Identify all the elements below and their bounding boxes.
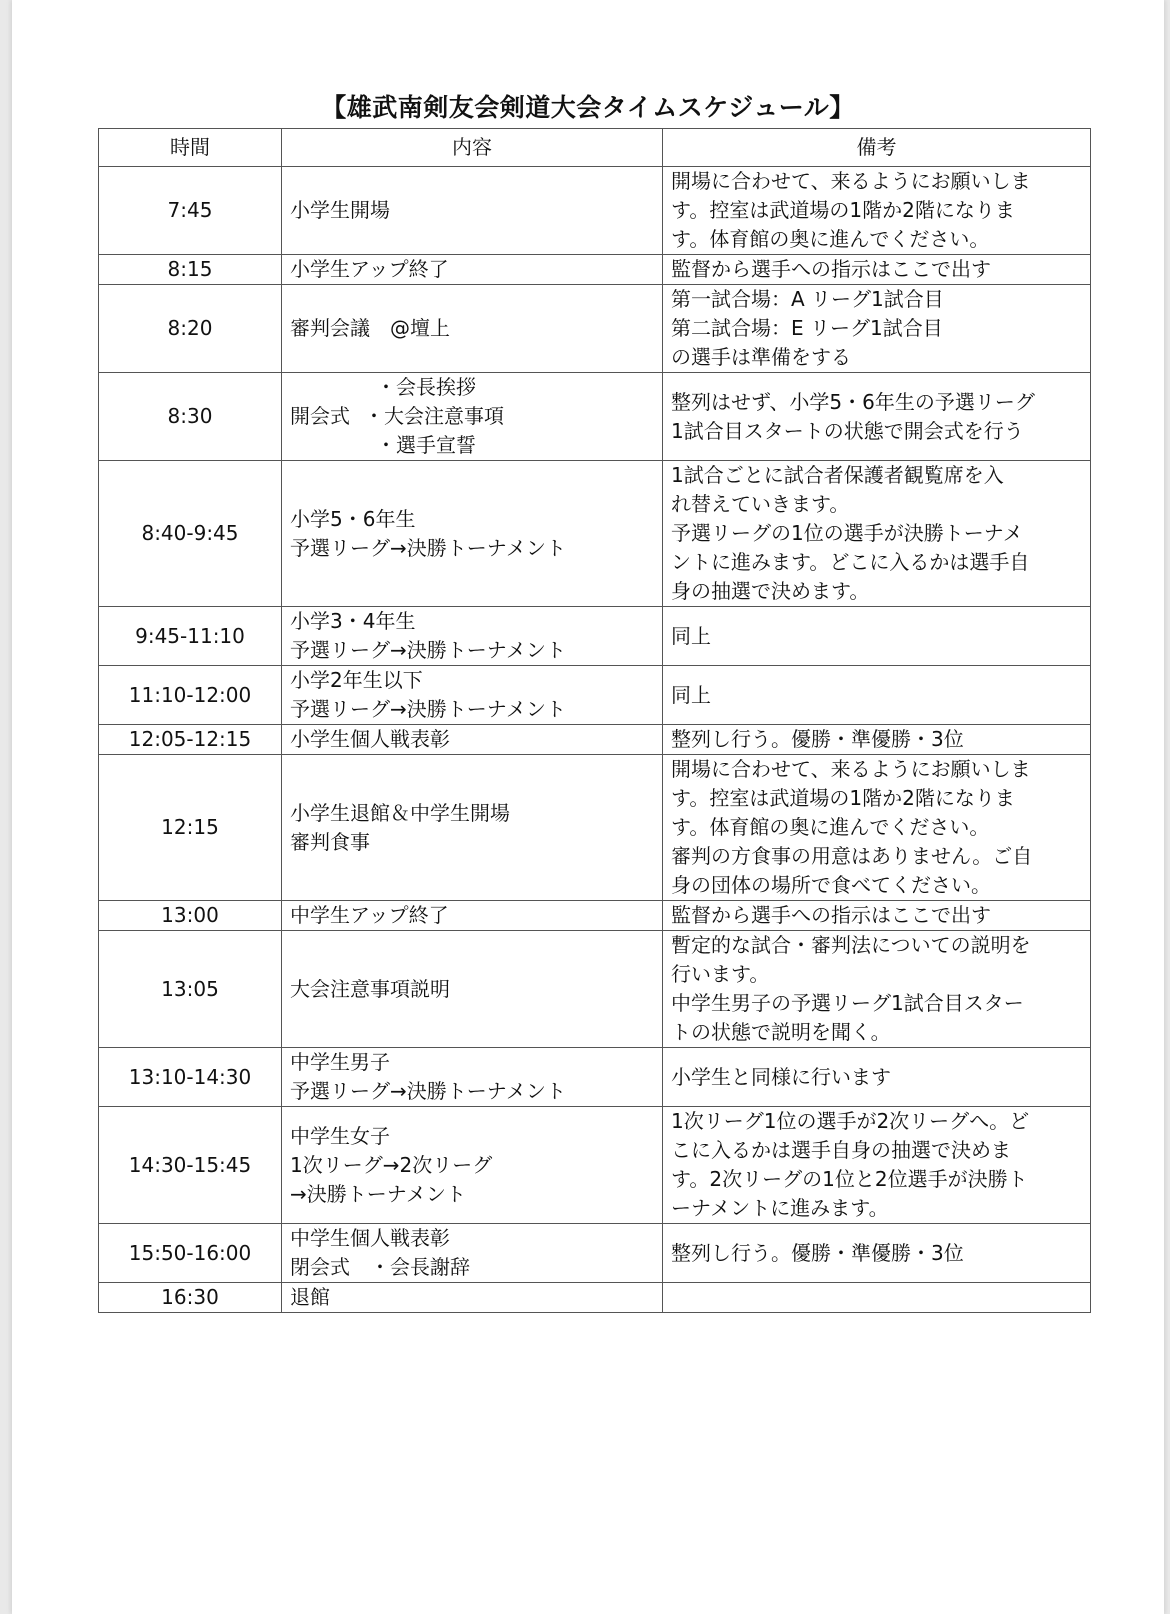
table-row (99, 1283, 1091, 1313)
row-content (282, 931, 663, 1048)
notes-line: トの状態で説明を聞く。 (671, 1020, 891, 1044)
content-line: 小学生退館＆中学生開場 (290, 800, 510, 825)
table-row (99, 901, 1091, 931)
row-notes (663, 1283, 1091, 1313)
content-line: 小学5・6年生 (290, 506, 416, 531)
row-time: 8:15 (99, 255, 282, 285)
row-notes (663, 167, 1091, 255)
content-line: 小学生アップ終了 (290, 257, 449, 281)
notes-line: 1試合目スタートの状態で開会式を行う (671, 418, 1024, 443)
content-line: 中学生個人戦表彰 (290, 1226, 450, 1250)
row-notes (663, 461, 1091, 607)
content-line: 予選リーグ→決勝トーナメント (290, 535, 566, 560)
notes-line: 1試合ごとに試合者保護者観覧席を入 (671, 463, 1004, 487)
content-line: 中学生アップ終了 (290, 903, 449, 927)
notes-line: の選手は準備をする (671, 345, 851, 369)
row-content (282, 725, 663, 755)
notes-line: す。控室は武道場の1階か2階になりま (671, 198, 1015, 222)
document-title: 【雄武南剣友会剣道大会タイムスケジュール】 (321, 93, 855, 122)
notes-line: ントに進みます。どこに入るかは選手自 (671, 550, 1030, 574)
content-line: 中学生女子 (290, 1123, 390, 1148)
table-row (99, 607, 1091, 666)
content-line: ・選手宣誓 (376, 433, 476, 457)
notes-line: れ替えていきます。 (671, 492, 850, 516)
notes-line: 暫定的な試合・審判法についての説明を (671, 933, 1031, 957)
notes-line: 中学生男子の予選リーグ1試合目スター (671, 991, 1024, 1015)
table-row (99, 666, 1091, 725)
notes-line: 整列し行う。優勝・準優勝・3位 (671, 727, 964, 751)
notes-line: 第二試合場：E リーグ1試合目 (671, 316, 943, 340)
row-content (282, 167, 663, 255)
row-notes (663, 1107, 1091, 1224)
row-notes (663, 607, 1091, 666)
content-line: 小学生個人戦表彰 (290, 727, 450, 751)
notes-line: 第一試合場：A リーグ1試合目 (671, 287, 944, 311)
row-content (282, 901, 663, 931)
table-row (99, 461, 1091, 607)
row-notes (663, 755, 1091, 901)
notes-line: 整列はせず、小学5・6年生の予選リーグ (671, 389, 1035, 414)
content-line: 退館 (290, 1285, 330, 1309)
notes-line: す。2次リーグの1位と2位選手が決勝ト (671, 1167, 1028, 1191)
schedule-body (99, 167, 1091, 1313)
row-time: 14:30-15:45 (99, 1107, 282, 1224)
content-line: 予選リーグ→決勝トーナメント (290, 638, 566, 662)
row-time: 8:40-9:45 (99, 461, 282, 607)
table-row (99, 931, 1091, 1048)
row-content (282, 255, 663, 285)
content-line: 予選リーグ→決勝トーナメント (290, 1079, 566, 1103)
row-time: 7:45 (99, 167, 282, 255)
notes-line: 監督から選手への指示はここで出す (671, 903, 991, 927)
row-time: 8:30 (99, 373, 282, 461)
notes-line: 開場に合わせて、来るようにお願いしま (671, 757, 1031, 781)
content-line: ・会長挨拶 (376, 375, 476, 399)
table-row (99, 255, 1091, 285)
row-time: 16:30 (99, 1283, 282, 1313)
header-time: 時間 (99, 129, 282, 167)
notes-line: 行います。 (671, 962, 770, 986)
content-line: 閉会式 ・会長謝辞 (290, 1255, 470, 1279)
notes-line: 審判の方食事の用意はありません。ご自 (671, 844, 1033, 868)
row-notes (663, 285, 1091, 373)
notes-line: ーナメントに進みます。 (671, 1196, 889, 1220)
table-row (99, 1224, 1091, 1283)
content-line: 小学2年生以下 (290, 668, 423, 692)
row-time: 12:05-12:15 (99, 725, 282, 755)
row-content (282, 1107, 663, 1224)
notes-line: 身の団体の場所で食べてください。 (671, 873, 991, 897)
table-row (99, 167, 1091, 255)
table-row (99, 755, 1091, 901)
content-line: 1次リーグ→2次リーグ (290, 1152, 493, 1177)
row-content (282, 285, 663, 373)
row-notes (663, 373, 1091, 461)
row-content (282, 1283, 663, 1313)
row-time: 8:20 (99, 285, 282, 373)
content-main-label: 開会式 (290, 404, 350, 428)
notes-line: 小学生と同様に行います (671, 1064, 891, 1089)
table-row (99, 285, 1091, 373)
content-line: 小学生開場 (290, 198, 390, 222)
row-notes (663, 931, 1091, 1048)
row-notes (663, 901, 1091, 931)
table-row (99, 373, 1091, 461)
row-content (282, 607, 663, 666)
notes-line: 同上 (671, 623, 711, 648)
schedule-table (98, 128, 1091, 1313)
row-content (282, 666, 663, 725)
row-notes (663, 1224, 1091, 1283)
notes-line: こに入るかは選手自身の抽選で決めま (671, 1138, 1011, 1162)
table-row (99, 1107, 1091, 1224)
content-sub-item: ・大会注意事項 (364, 404, 504, 428)
row-time: 13:10-14:30 (99, 1048, 282, 1107)
row-content (282, 461, 663, 607)
row-content (282, 373, 663, 461)
row-time: 13:00 (99, 901, 282, 931)
row-content (282, 755, 663, 901)
content-line: 大会注意事項説明 (290, 976, 450, 1001)
header-content: 内容 (282, 129, 663, 167)
header-notes: 備考 (663, 129, 1091, 167)
content-line: 中学生男子 (290, 1050, 390, 1074)
notes-line: 身の抽選で決めます。 (671, 579, 870, 603)
notes-line: 整列し行う。優勝・準優勝・3位 (671, 1240, 964, 1265)
content-line: 審判食事 (290, 829, 370, 854)
row-content (282, 1048, 663, 1107)
table-row (99, 1048, 1091, 1107)
row-time: 12:15 (99, 755, 282, 901)
notes-line: 予選リーグの1位の選手が決勝トーナメ (671, 521, 1023, 545)
notes-line: 開場に合わせて、来るようにお願いしま (671, 169, 1031, 193)
notes-line: す。体育館の奥に進んでください。 (671, 815, 990, 839)
content-line: 小学3・4年生 (290, 609, 416, 633)
row-time: 11:10-12:00 (99, 666, 282, 725)
content-line (290, 402, 654, 431)
notes-line: 1次リーグ1位の選手が2次リーグへ。ど (671, 1109, 1030, 1133)
row-notes (663, 1048, 1091, 1107)
notes-line: す。体育館の奥に進んでください。 (671, 227, 990, 251)
row-notes (663, 666, 1091, 725)
content-line: 審判会議 @壇上 (290, 316, 450, 340)
notes-line: 同上 (671, 682, 711, 707)
document-page (12, 0, 1164, 1614)
content-line: →決勝トーナメント (290, 1181, 466, 1206)
row-notes (663, 255, 1091, 285)
row-notes (663, 725, 1091, 755)
row-time: 15:50-16:00 (99, 1224, 282, 1283)
row-time: 13:05 (99, 931, 282, 1048)
table-row (99, 725, 1091, 755)
content-line: 予選リーグ→決勝トーナメント (290, 697, 566, 721)
row-time: 9:45-11:10 (99, 607, 282, 666)
row-content (282, 1224, 663, 1283)
notes-line: す。控室は武道場の1階か2階になりま (671, 786, 1015, 810)
header-row (99, 129, 1091, 167)
notes-line: 監督から選手への指示はここで出す (671, 257, 991, 281)
